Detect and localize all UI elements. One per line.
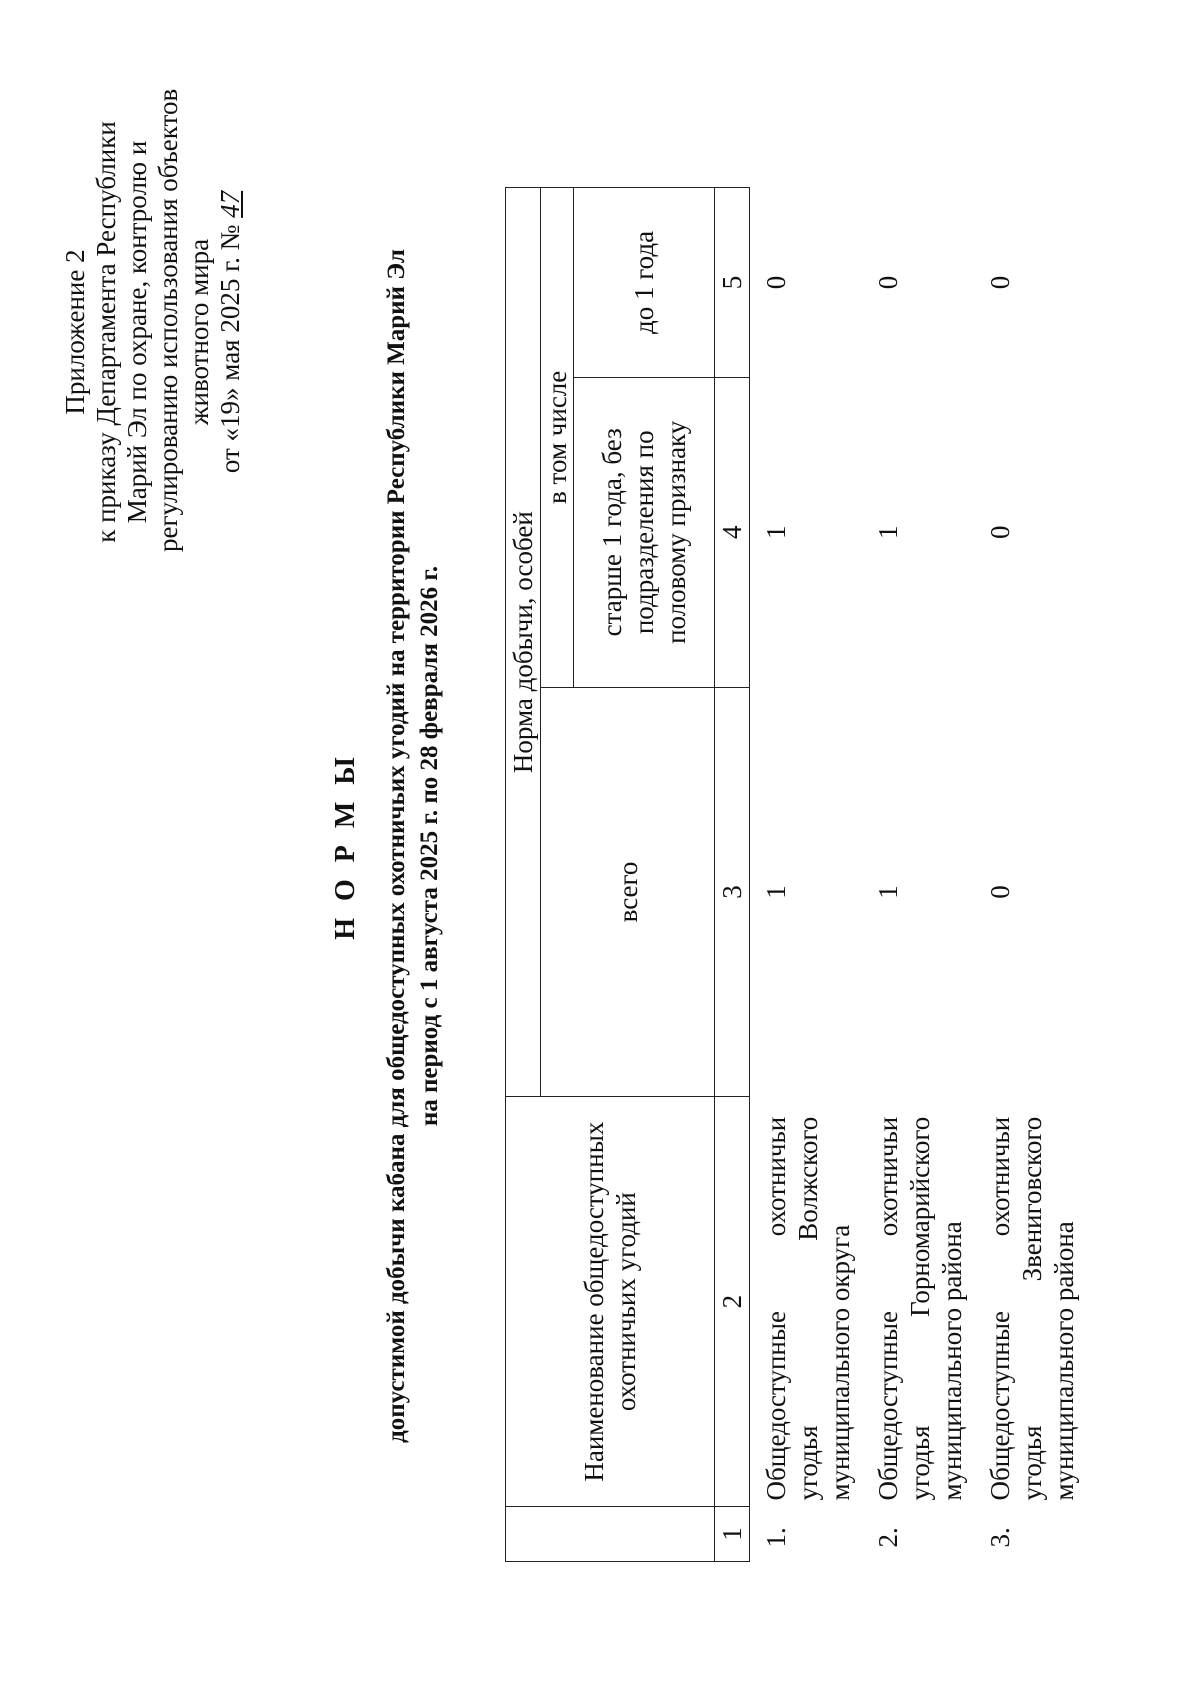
norms-table [505, 187, 1086, 1562]
col-number: 1 [715, 1507, 750, 1562]
subtitle-line-2: на период с 1 августа 2025 г. по 28 февраля 2026 г. [416, 565, 443, 1127]
row-older: 1 [872, 525, 903, 540]
row-total: 1 [872, 885, 903, 899]
appendix-date [215, 112, 246, 552]
table-header-row-1 [506, 188, 541, 1562]
row-young: 0 [761, 275, 791, 290]
row-young: 0 [984, 275, 1015, 290]
header-hunting-grounds: Наименование общедоступных охотничьих угодий [506, 1097, 715, 1507]
appendix-order-ref: к приказу Департамента Республики [91, 121, 121, 543]
row-index: 2. [872, 1527, 903, 1548]
row-hunting-ground: Общедоступные охотничьи угодья Горномарийского муниципального района [872, 1116, 967, 1501]
appendix-department-cont: регулированию использования объектов [153, 88, 183, 552]
col-number: 2 [715, 1097, 750, 1507]
column-numbers-row [715, 188, 750, 1562]
header-including: в том числе [541, 188, 574, 688]
appendix-number: Приложение 2 [60, 249, 90, 415]
appendix-department-end: животного мира [184, 238, 214, 426]
order-date: от «19» мая 2025 г. № [215, 224, 245, 474]
row-total: 1 [761, 885, 791, 899]
row-index: 3. [984, 1527, 1015, 1548]
col-number: 3 [715, 687, 750, 1097]
row-index: 1. [761, 1527, 791, 1548]
col-number: 4 [715, 377, 750, 687]
header-older-than-year: старше 1 года, без подразделения по половому признаку [574, 377, 715, 687]
row-hunting-ground: Общедоступные охотничьи угодья Звениговского муниципального района [984, 1116, 1079, 1501]
header-total: всего [541, 687, 715, 1097]
table-row [862, 188, 974, 1562]
header-norm: Норма добычи, особей [506, 188, 541, 1097]
row-hunting-ground: Общедоступные охотничьи угодья Волжского муниципального округа [761, 1116, 855, 1501]
document-subtitle [380, 0, 446, 1692]
row-total: 0 [984, 885, 1015, 899]
row-older: 0 [984, 525, 1015, 540]
table-row [750, 188, 862, 1562]
document-title: Н О Р М Ы [330, 752, 361, 940]
row-older: 1 [761, 525, 791, 540]
header-index-blank [506, 1507, 715, 1562]
order-number: 47 [215, 190, 245, 218]
table-row [974, 188, 1086, 1562]
col-number: 5 [715, 188, 750, 378]
subtitle-line-1: допустимой добычи кабана для общедоступных охотничьих угодий на территории Республики Марий Эл [383, 249, 410, 1443]
appendix-department: Марий Эл по охране, контролю и [122, 140, 152, 524]
row-young: 0 [872, 275, 903, 290]
header-under-year: до 1 года [574, 188, 715, 378]
appendix-header [60, 88, 246, 552]
